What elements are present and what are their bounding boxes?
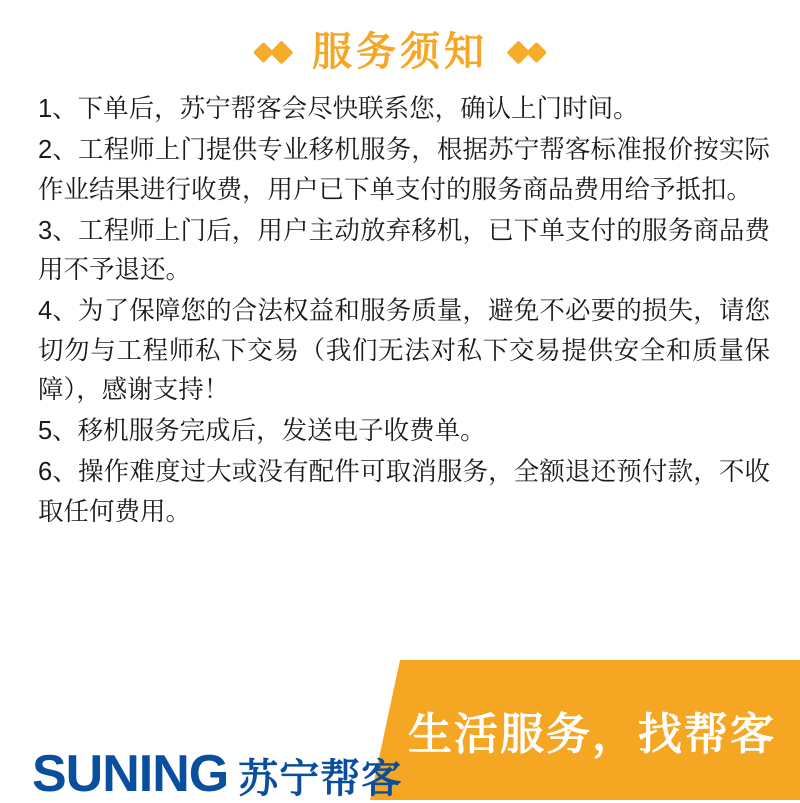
footer-slogan: 生活服务，找帮客	[408, 710, 776, 759]
notice-item: 1、下单后，苏宁帮客会尽快联系您，确认上门时间。	[38, 95, 639, 123]
diamond-ornament-icon-right	[510, 44, 544, 61]
notice-item: 3、工程师上门后，用户主动放弃移机，已下单支付的服务商品费用不予退还。	[38, 216, 770, 285]
page-footer	[0, 660, 800, 803]
page-header	[0, 0, 800, 84]
diamond-ornament-icon-left	[256, 44, 290, 61]
notice-item: 2、工程师上门提供专业移机服务，根据苏宁帮客标准报价按实际作业结果进行收费，用户已下单支付的服务商品费用给予抵扣。	[38, 136, 770, 204]
brand-logo	[0, 660, 403, 803]
notice-item: 5、移机服务完成后，发送电子收费单。	[38, 417, 486, 446]
notice-item: 4、为了保障您的合法权益和服务质量，避免不必要的损失，请您切勿与工程师私下交易（我们无法对私下交易提供安全和质量保障），感谢支持！	[38, 297, 770, 404]
page-title: 服务须知	[312, 30, 488, 74]
brand-cn-text: 苏宁帮客	[238, 757, 403, 801]
notice-list	[0, 84, 800, 532]
brand-latin-text: SUNING	[32, 745, 229, 803]
notice-item: 6、操作难度过大或没有配件可取消服务，全额退还预付款，不收取任何费用。	[38, 458, 770, 526]
